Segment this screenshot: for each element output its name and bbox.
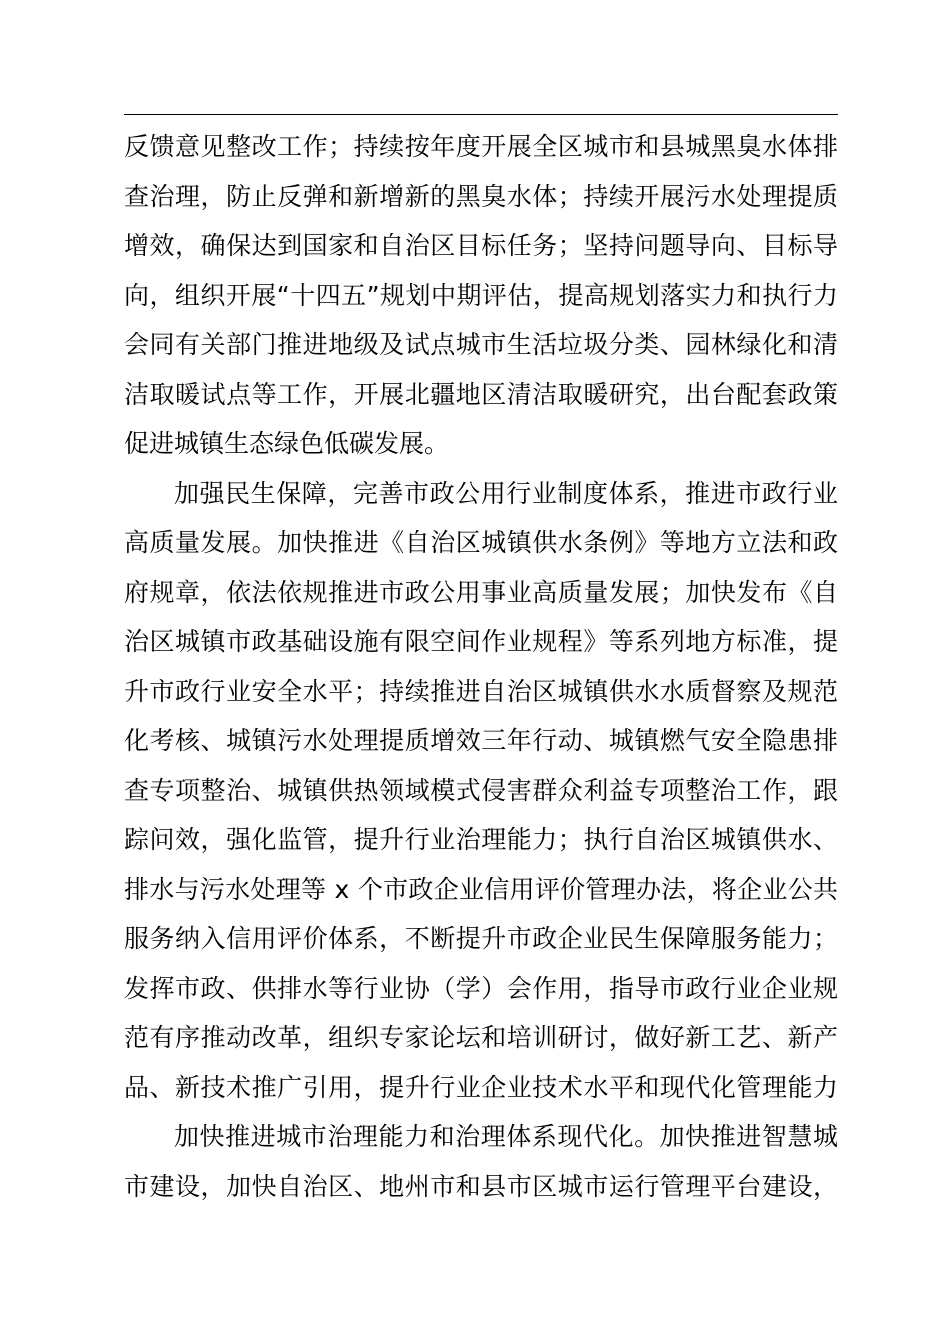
- text-line: 化考核、城镇污水处理提质增效三年行动、城镇燃气安全隐患排: [124, 726, 839, 755]
- text-line: 治区城镇市政基础设施有限空间作业规程》等系列地方标准，提: [124, 627, 839, 656]
- text-line: 加强民生保障，完善市政公用行业制度体系，推进市政行业: [174, 478, 839, 508]
- text-line: 会同有关部门推进地级及试点城市生活垃圾分类、园林绿化和清: [124, 330, 839, 359]
- body-text: [124, 122, 838, 1211]
- text-line: 发挥市政、供排水等行业协（学）会作用，指导市政行业企业规: [124, 973, 839, 1003]
- text-line: 查治理，防止反弹和新增新的黑臭水体；持续开展污水处理提质: [124, 181, 839, 211]
- text-line: 踪问效，强化监管，提升行业治理能力；执行自治区城镇供水、: [124, 825, 839, 854]
- text-line: 府规章，依法依规推进市政公用事业高质量发展；加快发布《自: [124, 577, 839, 607]
- text-line: 服务纳入信用评价体系，不断提升市政企业民生保障服务能力；: [124, 924, 839, 953]
- text-line: 向，组织开展“十四五”规划中期评估，提高规划落实力和执行力: [124, 280, 839, 310]
- text-line: 市建设，加快自治区、地州市和县市区城市运行管理平台建设，: [124, 1171, 839, 1201]
- text-line: 增效，确保达到国家和自治区目标任务；坚持问题导向、目标导: [124, 231, 839, 260]
- text-line: 范有序推动改革，组织专家论坛和培训研讨，做好新工艺、新产: [124, 1023, 839, 1052]
- text-line: 排水与污水处理等 x 个市政企业信用评价管理办法，将企业公共: [124, 874, 839, 904]
- text-line: 升市政行业安全水平；持续推进自治区城镇供水水质督察及规范: [124, 676, 839, 706]
- text-line: 品、新技术推广引用，提升行业企业技术水平和现代化管理能力: [124, 1072, 839, 1102]
- text-line: 高质量发展。加快推进《自治区城镇供水条例》等地方立法和政: [124, 528, 839, 557]
- text-line: 洁取暖试点等工作，开展北疆地区清洁取暖研究，出台配套政策: [124, 379, 839, 409]
- text-line: 反馈意见整改工作；持续按年度开展全区城市和县城黑臭水体排: [124, 132, 839, 161]
- text-line: 加快推进城市治理能力和治理体系现代化。加快推进智慧城: [174, 1122, 839, 1151]
- text-line: 查专项整治、城镇供热领域模式侵害群众利益专项整治工作，跟: [124, 775, 839, 805]
- text-line: 促进城镇生态绿色低碳发展。: [124, 429, 450, 458]
- header-rule: [124, 114, 838, 115]
